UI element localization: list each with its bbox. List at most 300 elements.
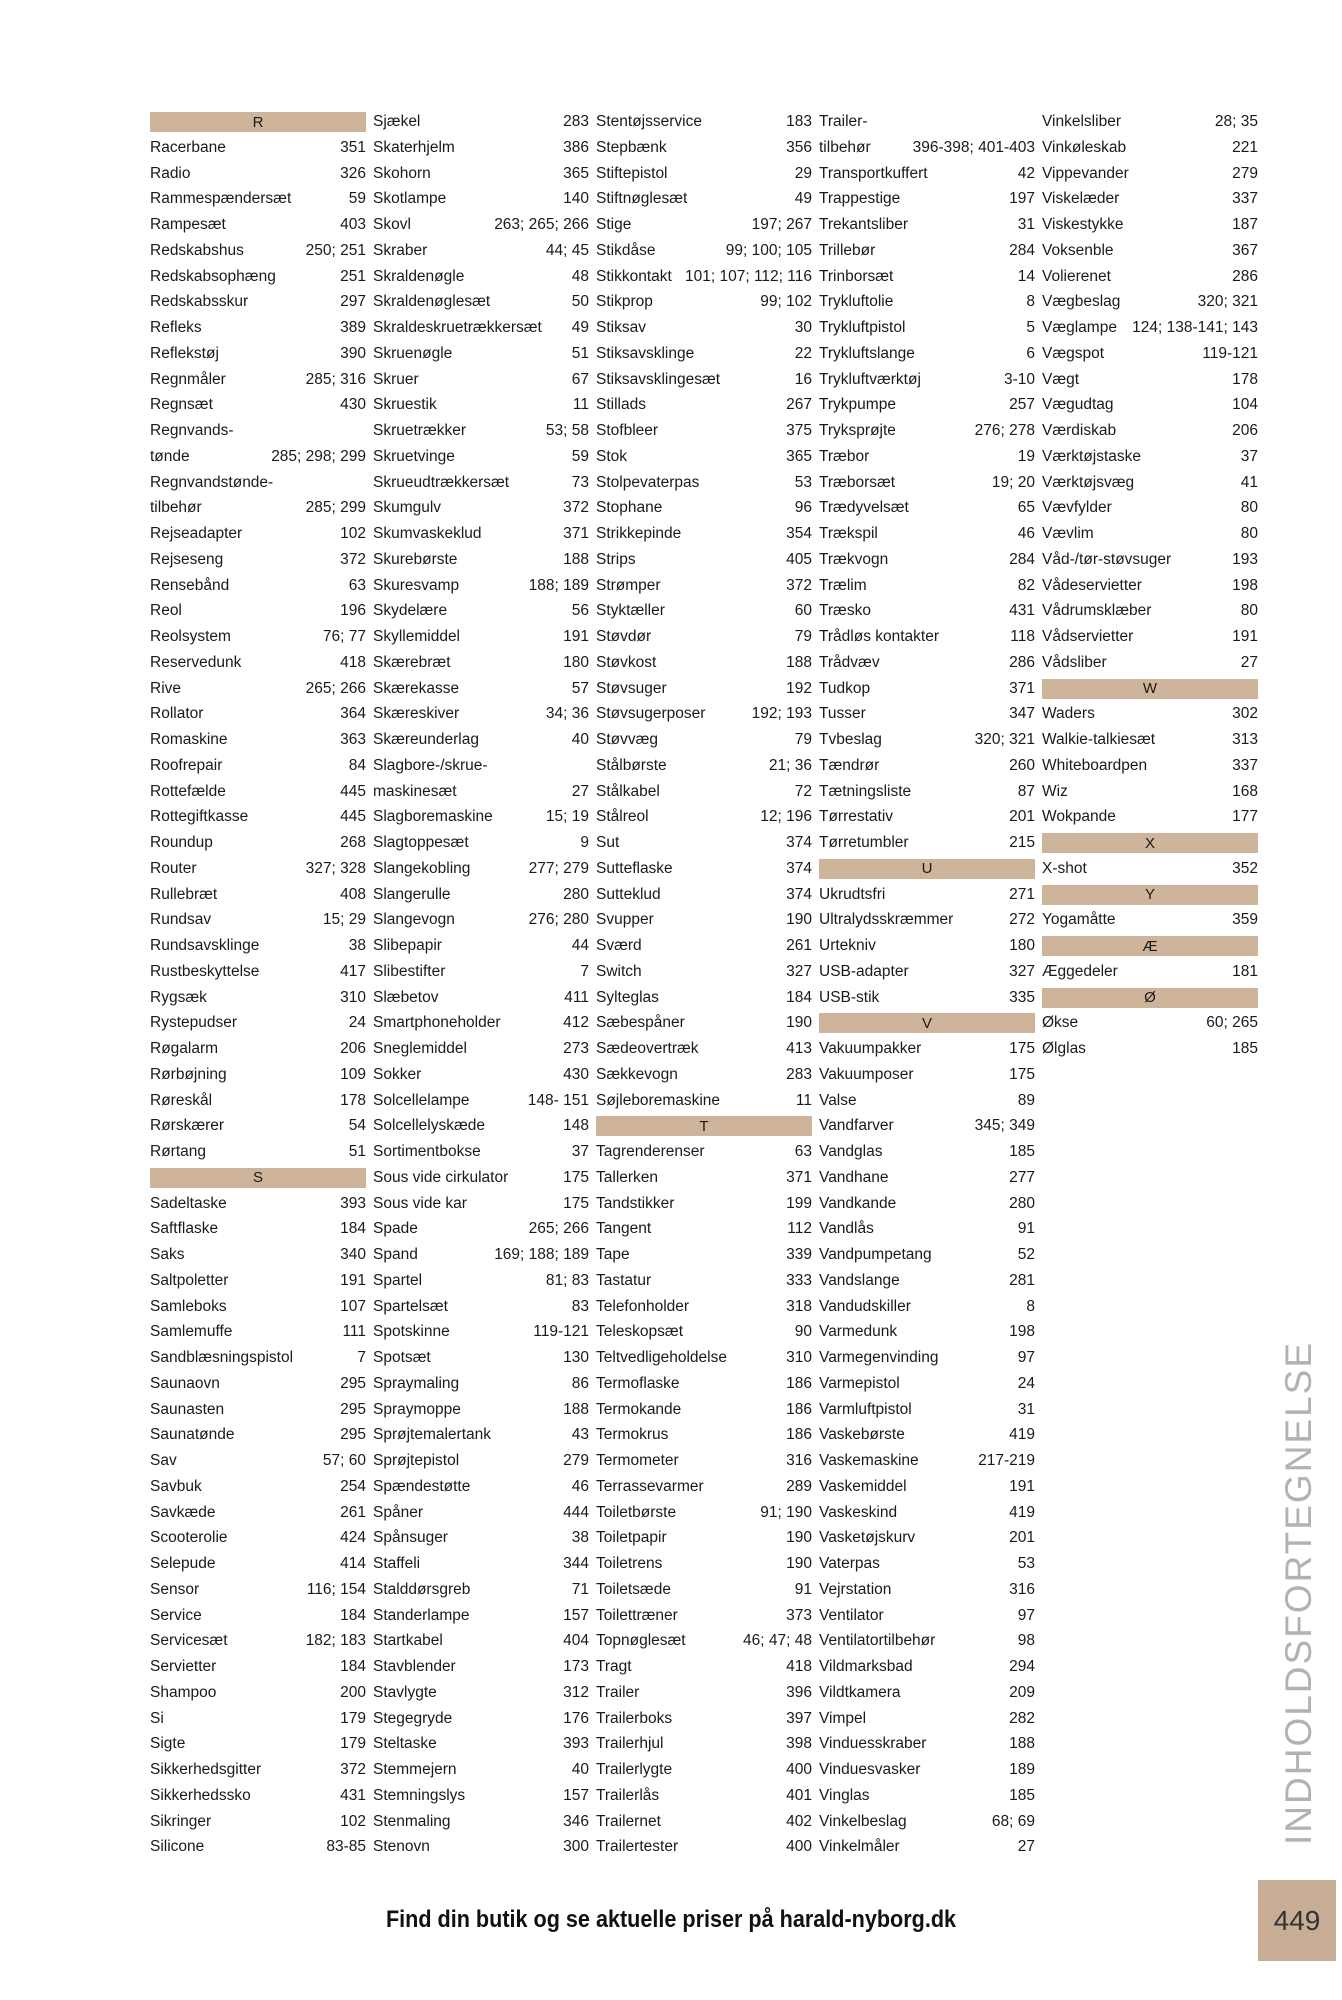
entry-term: Vandkande: [819, 1194, 897, 1212]
entry-pages: 313: [1232, 731, 1258, 749]
entry-term: Sprøjtepistol: [373, 1452, 460, 1470]
entry-term: Staffeli: [373, 1555, 421, 1573]
entry-term: Træbor: [819, 447, 870, 465]
index-entry: [819, 341, 1035, 367]
index-entry: [596, 315, 812, 341]
entry-term: Spåner: [373, 1503, 423, 1521]
index-entry: [373, 856, 589, 882]
entry-term: Skruenøgle: [373, 344, 453, 362]
entry-pages: 206: [340, 1040, 366, 1058]
entry-pages: 339: [786, 1246, 812, 1264]
index-entry: [596, 804, 812, 830]
index-entry: [819, 1448, 1035, 1474]
entry-pages: 180: [563, 653, 589, 671]
entry-pages: 199: [786, 1194, 812, 1212]
index-entry: [596, 495, 812, 521]
entry-term: Skraldenøgle: [373, 267, 465, 285]
entry-term: Sandblæsningspistol: [150, 1349, 294, 1367]
index-entry: [1042, 1010, 1258, 1036]
entry-term: Spartelsæt: [373, 1297, 448, 1315]
entry-term: Slibepapir: [373, 937, 442, 955]
entry-pages: 182; 183: [305, 1632, 366, 1650]
entry-term: Vådsliber: [1042, 653, 1107, 671]
index-entry: [150, 1448, 366, 1474]
entry-pages: 354: [786, 525, 812, 543]
entry-term: Skærekasse: [373, 679, 460, 697]
footer-text: Find din butik og se aktuelle priser på harald-nyborg.dk: [385, 1906, 957, 1933]
index-entry: [373, 1139, 589, 1165]
entry-term: Scooterolie: [150, 1529, 228, 1547]
entry-term: Rystepudser: [150, 1014, 238, 1032]
entry-pages: 250; 251: [305, 241, 366, 259]
index-entry: [596, 1139, 812, 1165]
entry-term: Trailerlås: [596, 1786, 660, 1804]
index-entry: [373, 1654, 589, 1680]
entry-term: Skydelære: [373, 602, 448, 620]
entry-pages: 80: [1240, 525, 1258, 543]
index-entry: [150, 856, 366, 882]
entry-pages: 43: [571, 1426, 589, 1444]
entry-pages: 52: [1017, 1246, 1035, 1264]
index-entry: [150, 1628, 366, 1654]
section-title-vertical: INDHOLDSFORTEGNELSE: [1278, 1340, 1319, 1845]
entry-term: Regnsæt: [150, 396, 213, 414]
index-entry: [596, 547, 812, 573]
index-entry: [1042, 727, 1258, 753]
index-entry: [1042, 547, 1258, 573]
entry-pages: 79: [794, 628, 812, 646]
entry-term: Trailer: [596, 1683, 640, 1701]
index-entry: [596, 1242, 812, 1268]
entry-term: Whiteboardpen: [1042, 756, 1148, 774]
entry-pages: 344: [563, 1555, 589, 1573]
entry-pages: 191: [563, 628, 589, 646]
index-entry: [150, 573, 366, 599]
index-entry: [150, 289, 366, 315]
entry-term: Volierenet: [1042, 267, 1111, 285]
entry-pages: 101; 107; 112; 116: [685, 267, 812, 285]
entry-term: Saks: [150, 1246, 185, 1264]
entry-pages: 365: [563, 164, 589, 182]
entry-term: Smartphoneholder: [373, 1014, 501, 1032]
entry-term: Tagrenderenser: [596, 1143, 705, 1161]
entry-pages: 7: [580, 962, 589, 980]
index-entry: [819, 135, 1035, 161]
index-entry: [819, 1242, 1035, 1268]
index-entry: [596, 779, 812, 805]
entry-pages: 83-85: [326, 1838, 366, 1856]
entry-pages: 186: [786, 1374, 812, 1392]
entry-pages: 82: [1017, 576, 1035, 594]
entry-term: Vinkøleskab: [1042, 138, 1127, 156]
entry-pages: 295: [340, 1426, 366, 1444]
index-entry: [819, 521, 1035, 547]
index-entry: [150, 1603, 366, 1629]
entry-pages: 99; 100; 105: [725, 241, 812, 259]
index-entry: [819, 624, 1035, 650]
entry-term: Toiletsæde: [596, 1580, 671, 1598]
entry-term: Vaterpas: [819, 1555, 880, 1573]
letter-header: X: [1042, 833, 1258, 853]
entry-pages: 445: [340, 782, 366, 800]
entry-pages: 40: [571, 731, 589, 749]
entry-pages: 396: [786, 1683, 812, 1701]
index-entry: [373, 1113, 589, 1139]
entry-term: Rampesæt: [150, 216, 226, 234]
entry-term: Vægbeslag: [1042, 293, 1121, 311]
index-entry: [819, 959, 1035, 985]
entry-pages: 190: [786, 911, 812, 929]
entry-term: Vejrstation: [819, 1580, 892, 1598]
index-entry: [150, 882, 366, 908]
index-column-3: [596, 109, 812, 1860]
entry-pages: 184: [340, 1220, 366, 1238]
entry-term: Silicone: [150, 1838, 205, 1856]
entry-pages: 316: [1009, 1580, 1035, 1598]
entry-pages: 109: [340, 1065, 366, 1083]
entry-term: Rollator: [150, 705, 204, 723]
entry-pages: 397: [786, 1709, 812, 1727]
entry-term: Reservedunk: [150, 653, 242, 671]
entry-pages: 3-10: [1003, 370, 1035, 388]
index-entry: [596, 830, 812, 856]
index-entry: [150, 1500, 366, 1526]
entry-term: Trykluftpistol: [819, 319, 906, 337]
index-entry: [150, 1706, 366, 1732]
entry-term: Væglampe: [1042, 319, 1117, 337]
index-entry: [373, 907, 589, 933]
entry-term: Strips: [596, 550, 636, 568]
index-entry: [150, 727, 366, 753]
entry-pages: 430: [340, 396, 366, 414]
entry-term: Vaskebørste: [819, 1426, 905, 1444]
entry-pages: 190: [786, 1529, 812, 1547]
entry-term: Regnvandstønde-: [150, 473, 274, 491]
entry-pages: 418: [786, 1658, 812, 1676]
entry-term: Skumgulv: [373, 499, 442, 517]
entry-term: Saltpoletter: [150, 1271, 229, 1289]
entry-pages: 414: [340, 1555, 366, 1573]
entry-pages: 356: [786, 138, 812, 156]
entry-term: Sprøjtemalertank: [373, 1426, 492, 1444]
index-entry: [819, 650, 1035, 676]
entry-term: Stiksavsklinge: [596, 344, 695, 362]
entry-pages: 271: [1009, 885, 1035, 903]
index-entry: [150, 1654, 366, 1680]
entry-term: Trailerhjul: [596, 1735, 664, 1753]
entry-term: Rejseadapter: [150, 525, 243, 543]
index-entry: [819, 1191, 1035, 1217]
index-entry: [373, 1191, 589, 1217]
index-entry: [596, 598, 812, 624]
entry-term: Vandslange: [819, 1271, 900, 1289]
entry-term: Skæreskiver: [373, 705, 460, 723]
entry-pages: 430: [563, 1065, 589, 1083]
entry-pages: 280: [1009, 1194, 1035, 1212]
entry-term: Stavblender: [373, 1658, 456, 1676]
entry-pages: 327: [1009, 962, 1035, 980]
letter-header: V: [819, 1013, 1035, 1033]
index-entry: [373, 1422, 589, 1448]
entry-term: Terrassevarmer: [596, 1477, 704, 1495]
index-entry: [1042, 779, 1258, 805]
entry-pages: 81; 83: [545, 1271, 589, 1289]
entry-pages: 371: [563, 525, 589, 543]
entry-term: Termoflaske: [596, 1374, 680, 1392]
index-entry: [373, 547, 589, 573]
entry-term: Strikkepinde: [596, 525, 682, 543]
entry-term: Trådvæv: [819, 653, 880, 671]
entry-pages: 386: [563, 138, 589, 156]
entry-pages: 251: [340, 267, 366, 285]
entry-pages: 186: [786, 1400, 812, 1418]
entry-pages: 359: [1232, 911, 1258, 929]
entry-pages: 116; 154: [306, 1580, 366, 1598]
entry-term: Vakuumpakker: [819, 1040, 922, 1058]
entry-pages: 72: [794, 782, 812, 800]
index-entry: [819, 1628, 1035, 1654]
entry-term: Varmegenvinding: [819, 1349, 939, 1367]
entry-pages: 277: [1009, 1168, 1035, 1186]
index-entry: [150, 804, 366, 830]
entry-pages: 48: [571, 267, 589, 285]
index-entry: [373, 264, 589, 290]
entry-term: Varmluftpistol: [819, 1400, 912, 1418]
entry-pages: 405: [786, 550, 812, 568]
entry-pages: 53: [1017, 1555, 1035, 1573]
entry-term: Radio: [150, 164, 191, 182]
entry-pages: 367: [1232, 241, 1258, 259]
index-entry: [373, 1268, 589, 1294]
index-entry: [150, 1191, 366, 1217]
entry-pages: 282: [1009, 1709, 1035, 1727]
entry-pages: 5: [1026, 319, 1035, 337]
entry-term: Søjleboremaskine: [596, 1091, 721, 1109]
entry-term: Skotlampe: [373, 190, 447, 208]
entry-term: Redskabsophæng: [150, 267, 276, 285]
index-entry: [596, 1783, 812, 1809]
entry-term: Trailer-: [819, 113, 868, 131]
entry-pages: 400: [786, 1761, 812, 1779]
index-entry: [150, 315, 366, 341]
entry-pages: 295: [340, 1374, 366, 1392]
index-entry: [150, 1757, 366, 1783]
entry-pages: 83: [571, 1297, 589, 1315]
index-entry: [596, 701, 812, 727]
entry-pages: 273: [563, 1040, 589, 1058]
index-entry: [150, 161, 366, 187]
entry-term: Saunatønde: [150, 1426, 235, 1444]
entry-term: Vægt: [1042, 370, 1080, 388]
index-entry: [596, 1628, 812, 1654]
index-entry: [819, 727, 1035, 753]
entry-pages: 431: [1009, 602, 1035, 620]
entry-pages: 84: [348, 756, 366, 774]
entry-pages: 40: [571, 1761, 589, 1779]
index-entry: [819, 676, 1035, 702]
index-entry: [819, 1371, 1035, 1397]
entry-term: Wokpande: [1042, 808, 1116, 826]
entry-pages: 280: [563, 885, 589, 903]
entry-term: X-shot: [1042, 859, 1087, 877]
page-number: 449: [1258, 1880, 1336, 1961]
entry-term: Stikkontakt: [596, 267, 672, 285]
entry-pages: 130: [563, 1349, 589, 1367]
index-entry: [596, 753, 812, 779]
entry-pages: 173: [563, 1658, 589, 1676]
entry-pages: 29: [794, 164, 812, 182]
index-entry: [819, 1062, 1035, 1088]
index-entry: [150, 624, 366, 650]
entry-pages: 184: [786, 988, 812, 1006]
index-entry: [596, 367, 812, 393]
index-entry: [596, 985, 812, 1011]
entry-term: Sikringer: [150, 1812, 212, 1830]
index-entry: [819, 1577, 1035, 1603]
index-entry: [819, 1139, 1035, 1165]
entry-pages: 91; 190: [760, 1503, 812, 1521]
index-entry: [373, 1731, 589, 1757]
entry-term: Vaskemaskine: [819, 1452, 919, 1470]
entry-term: Trækspil: [819, 525, 878, 543]
entry-term: Standerlampe: [373, 1606, 470, 1624]
entry-pages: 276; 278: [974, 422, 1035, 440]
entry-term: Vimpel: [819, 1709, 867, 1727]
entry-pages: 148: [563, 1117, 589, 1135]
entry-term: Træborsæt: [819, 473, 896, 491]
entry-term: Solcellelampe: [373, 1091, 470, 1109]
index-entry: [373, 315, 589, 341]
entry-pages: 374: [786, 859, 812, 877]
entry-term: Rullebræt: [150, 885, 218, 903]
entry-pages: 389: [340, 319, 366, 337]
entry-term: Trailernet: [596, 1812, 661, 1830]
index-entry: [1042, 418, 1258, 444]
index-entry: [1042, 109, 1258, 135]
entry-term: Slangekobling: [373, 859, 471, 877]
entry-term: Sutteflaske: [596, 859, 673, 877]
letter-header: R: [150, 112, 366, 132]
entry-term: Skruestik: [373, 396, 437, 414]
index-entry: [150, 1525, 366, 1551]
index-entry: [373, 289, 589, 315]
entry-term: Skurebørste: [373, 550, 458, 568]
index-entry: [596, 521, 812, 547]
entry-pages: 400: [786, 1838, 812, 1856]
index-entry: [150, 1010, 366, 1036]
index-entry: [819, 495, 1035, 521]
entry-term: Steltaske: [373, 1735, 437, 1753]
entry-pages: 104: [1232, 396, 1258, 414]
index-entry: [819, 1757, 1035, 1783]
index-entry: [1042, 135, 1258, 161]
entry-term: Trædyvelsæt: [819, 499, 909, 517]
entry-term: Stålreol: [596, 808, 649, 826]
entry-pages: 12; 196: [760, 808, 812, 826]
entry-term: Trælim: [819, 576, 867, 594]
entry-pages: 285; 316: [305, 370, 366, 388]
entry-term: Røgalarm: [150, 1040, 219, 1058]
entry-pages: 431: [340, 1786, 366, 1804]
index-entry: [150, 367, 366, 393]
index-entry: [819, 1500, 1035, 1526]
index-entry: [373, 985, 589, 1011]
index-entry: [1042, 470, 1258, 496]
entry-term: Stenmaling: [373, 1812, 451, 1830]
entry-term: Rørskærer: [150, 1117, 225, 1135]
entry-term: Trykluftolie: [819, 293, 894, 311]
entry-pages: 413: [786, 1040, 812, 1058]
entry-pages: 46: [571, 1477, 589, 1495]
entry-term: Skærebræt: [373, 653, 451, 671]
entry-pages: 190: [786, 1014, 812, 1032]
entry-term: Sylteglas: [596, 988, 659, 1006]
index-entry: [373, 1603, 589, 1629]
entry-pages: 302: [1232, 705, 1258, 723]
index-entry: [1042, 753, 1258, 779]
entry-term: Vinglas: [819, 1786, 870, 1804]
entry-term: Støvsuger: [596, 679, 667, 697]
entry-term: Vandglas: [819, 1143, 883, 1161]
entry-pages: 57: [571, 679, 589, 697]
entry-term: Sortimentbokse: [373, 1143, 481, 1161]
index-entry: [373, 1165, 589, 1191]
entry-pages: 268: [340, 834, 366, 852]
entry-pages: 198: [1009, 1323, 1035, 1341]
entry-pages: 177: [1232, 808, 1258, 826]
entry-term: Vandhane: [819, 1168, 889, 1186]
entry-pages: 148- 151: [527, 1091, 589, 1109]
entry-term: Trailertester: [596, 1838, 679, 1856]
entry-term: Tætningsliste: [819, 782, 912, 800]
index-entry: [373, 1757, 589, 1783]
entry-pages: 279: [1232, 164, 1258, 182]
entry-term: Shampoo: [150, 1683, 217, 1701]
index-entry: [1042, 264, 1258, 290]
entry-term: Vandlås: [819, 1220, 874, 1238]
entry-term: Vildtkamera: [819, 1683, 901, 1701]
index-entry: [150, 521, 366, 547]
index-entry: [819, 547, 1035, 573]
entry-pages: 318: [786, 1297, 812, 1315]
entry-term: Servicesæt: [150, 1632, 228, 1650]
index-entry: [596, 1603, 812, 1629]
entry-term: Skovl: [373, 216, 411, 234]
entry-pages: 444: [563, 1503, 589, 1521]
index-entry: [596, 1680, 812, 1706]
entry-term: Varmedunk: [819, 1323, 898, 1341]
entry-pages: 254: [340, 1477, 366, 1495]
entry-term: Stofbleer: [596, 422, 659, 440]
index-entry: [596, 109, 812, 135]
entry-term: Saftflaske: [150, 1220, 219, 1238]
entry-term: Skraber: [373, 241, 428, 259]
index-entry: [373, 624, 589, 650]
entry-term: Stålkabel: [596, 782, 660, 800]
index-entry: [1042, 650, 1258, 676]
entry-term: Vinkelsliber: [1042, 113, 1121, 131]
index-entry: [1042, 907, 1258, 933]
entry-term: Rygsæk: [150, 988, 207, 1006]
entry-pages: 7: [357, 1349, 366, 1367]
entry-pages: 44: [571, 937, 589, 955]
entry-pages: 374: [786, 885, 812, 903]
entry-term: Trailerlygte: [596, 1761, 673, 1779]
entry-term: Sokker: [373, 1065, 422, 1083]
entry-term: Støvvæg: [596, 731, 659, 749]
entry-pages: 19: [1017, 447, 1035, 465]
index-entry: [596, 470, 812, 496]
